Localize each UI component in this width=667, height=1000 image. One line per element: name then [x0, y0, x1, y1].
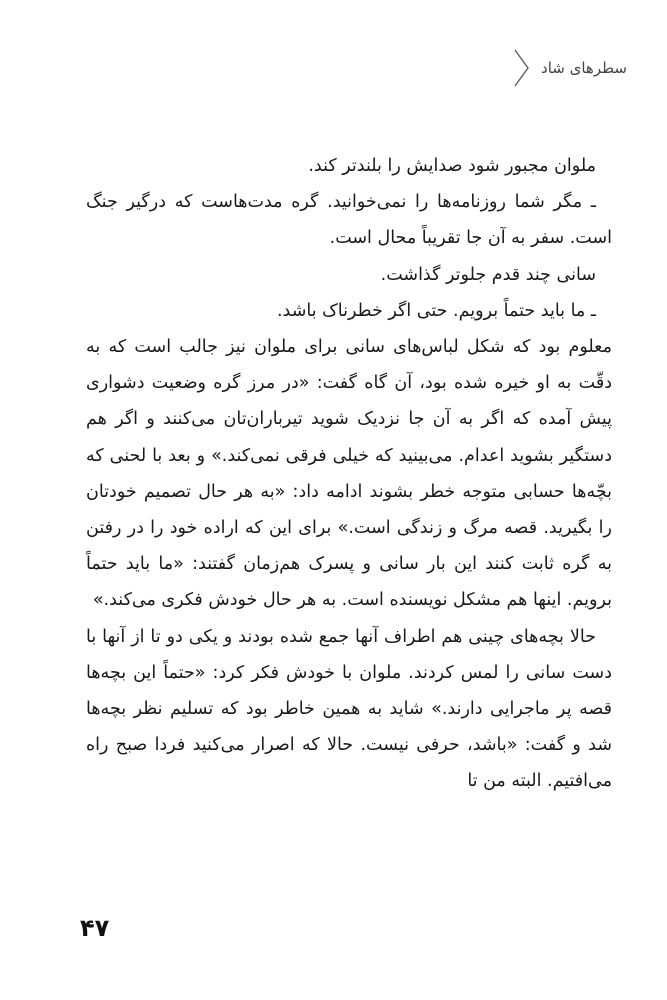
paragraph: معلوم بود که شکل لباس‌های سانی برای ملوان نیز جالب است که به دقّت به او خیره شده بود، آن گاه گفت: «در مرز گره وضعیت دشواری پیش آمده که اگر به آن جا نزدیک شوید تیرباران‌تان می‌کنند و اگر هم دستگیر بشوید اعدام. می‌بینید که خیلی فرقی نمی‌کند.» و بعد با لحنی که بچّه‌ها حسابی متوجه خطر بشوند ادامه داد: «به هر حال تصمیم خودتان را بگیرید. قصه مرگ و زندگی است.» برای این که اراده خود را در رفتن به گره ثابت کنند این بار سانی و پسرک هم‌زمان گفتند: «ما باید حتماً برویم. اینها هم مشکل نویسنده است. به هر حال خودش فکری می‌کند.»	[86, 337, 612, 611]
running-header	[513, 48, 627, 88]
page-body	[86, 148, 612, 800]
paragraph: سانی چند قدم جلوتر گذاشت.	[380, 264, 596, 285]
paragraph: حالا بچه‌های چینی هم اطراف آنها جمع شده بودند و یکی دو تا از آنها با دست سانی را لمس کردند. ملوان با خودش فکر کرد: «حتماً این بچه‌ها قصه پر ماجرایی دارند.» شاید به همین خاطر بود که تسلیم نظر بچه‌ها شد و گفت: «باشد، حرفی نیست. حالا که اصرار می‌کنید فردا صبح راه می‌افتیم. البته من تا	[86, 626, 612, 792]
paragraph: ـ مگر شما روزنامه‌ها را نمی‌خوانید. گره مدت‌هاست که درگیر جنگ است. سفر به آن جا تقریباً محال است.	[86, 192, 612, 249]
chevron-mark-icon	[513, 48, 531, 88]
paragraph: ملوان مجبور شود صدایش را بلندتر کند.	[308, 156, 596, 176]
paragraph: ـ ما باید حتماً برویم. حتی اگر خطرناک باشد.	[276, 300, 596, 321]
page-number: ۴۷	[80, 914, 110, 942]
book-title: سطرهای شاد	[541, 59, 627, 77]
